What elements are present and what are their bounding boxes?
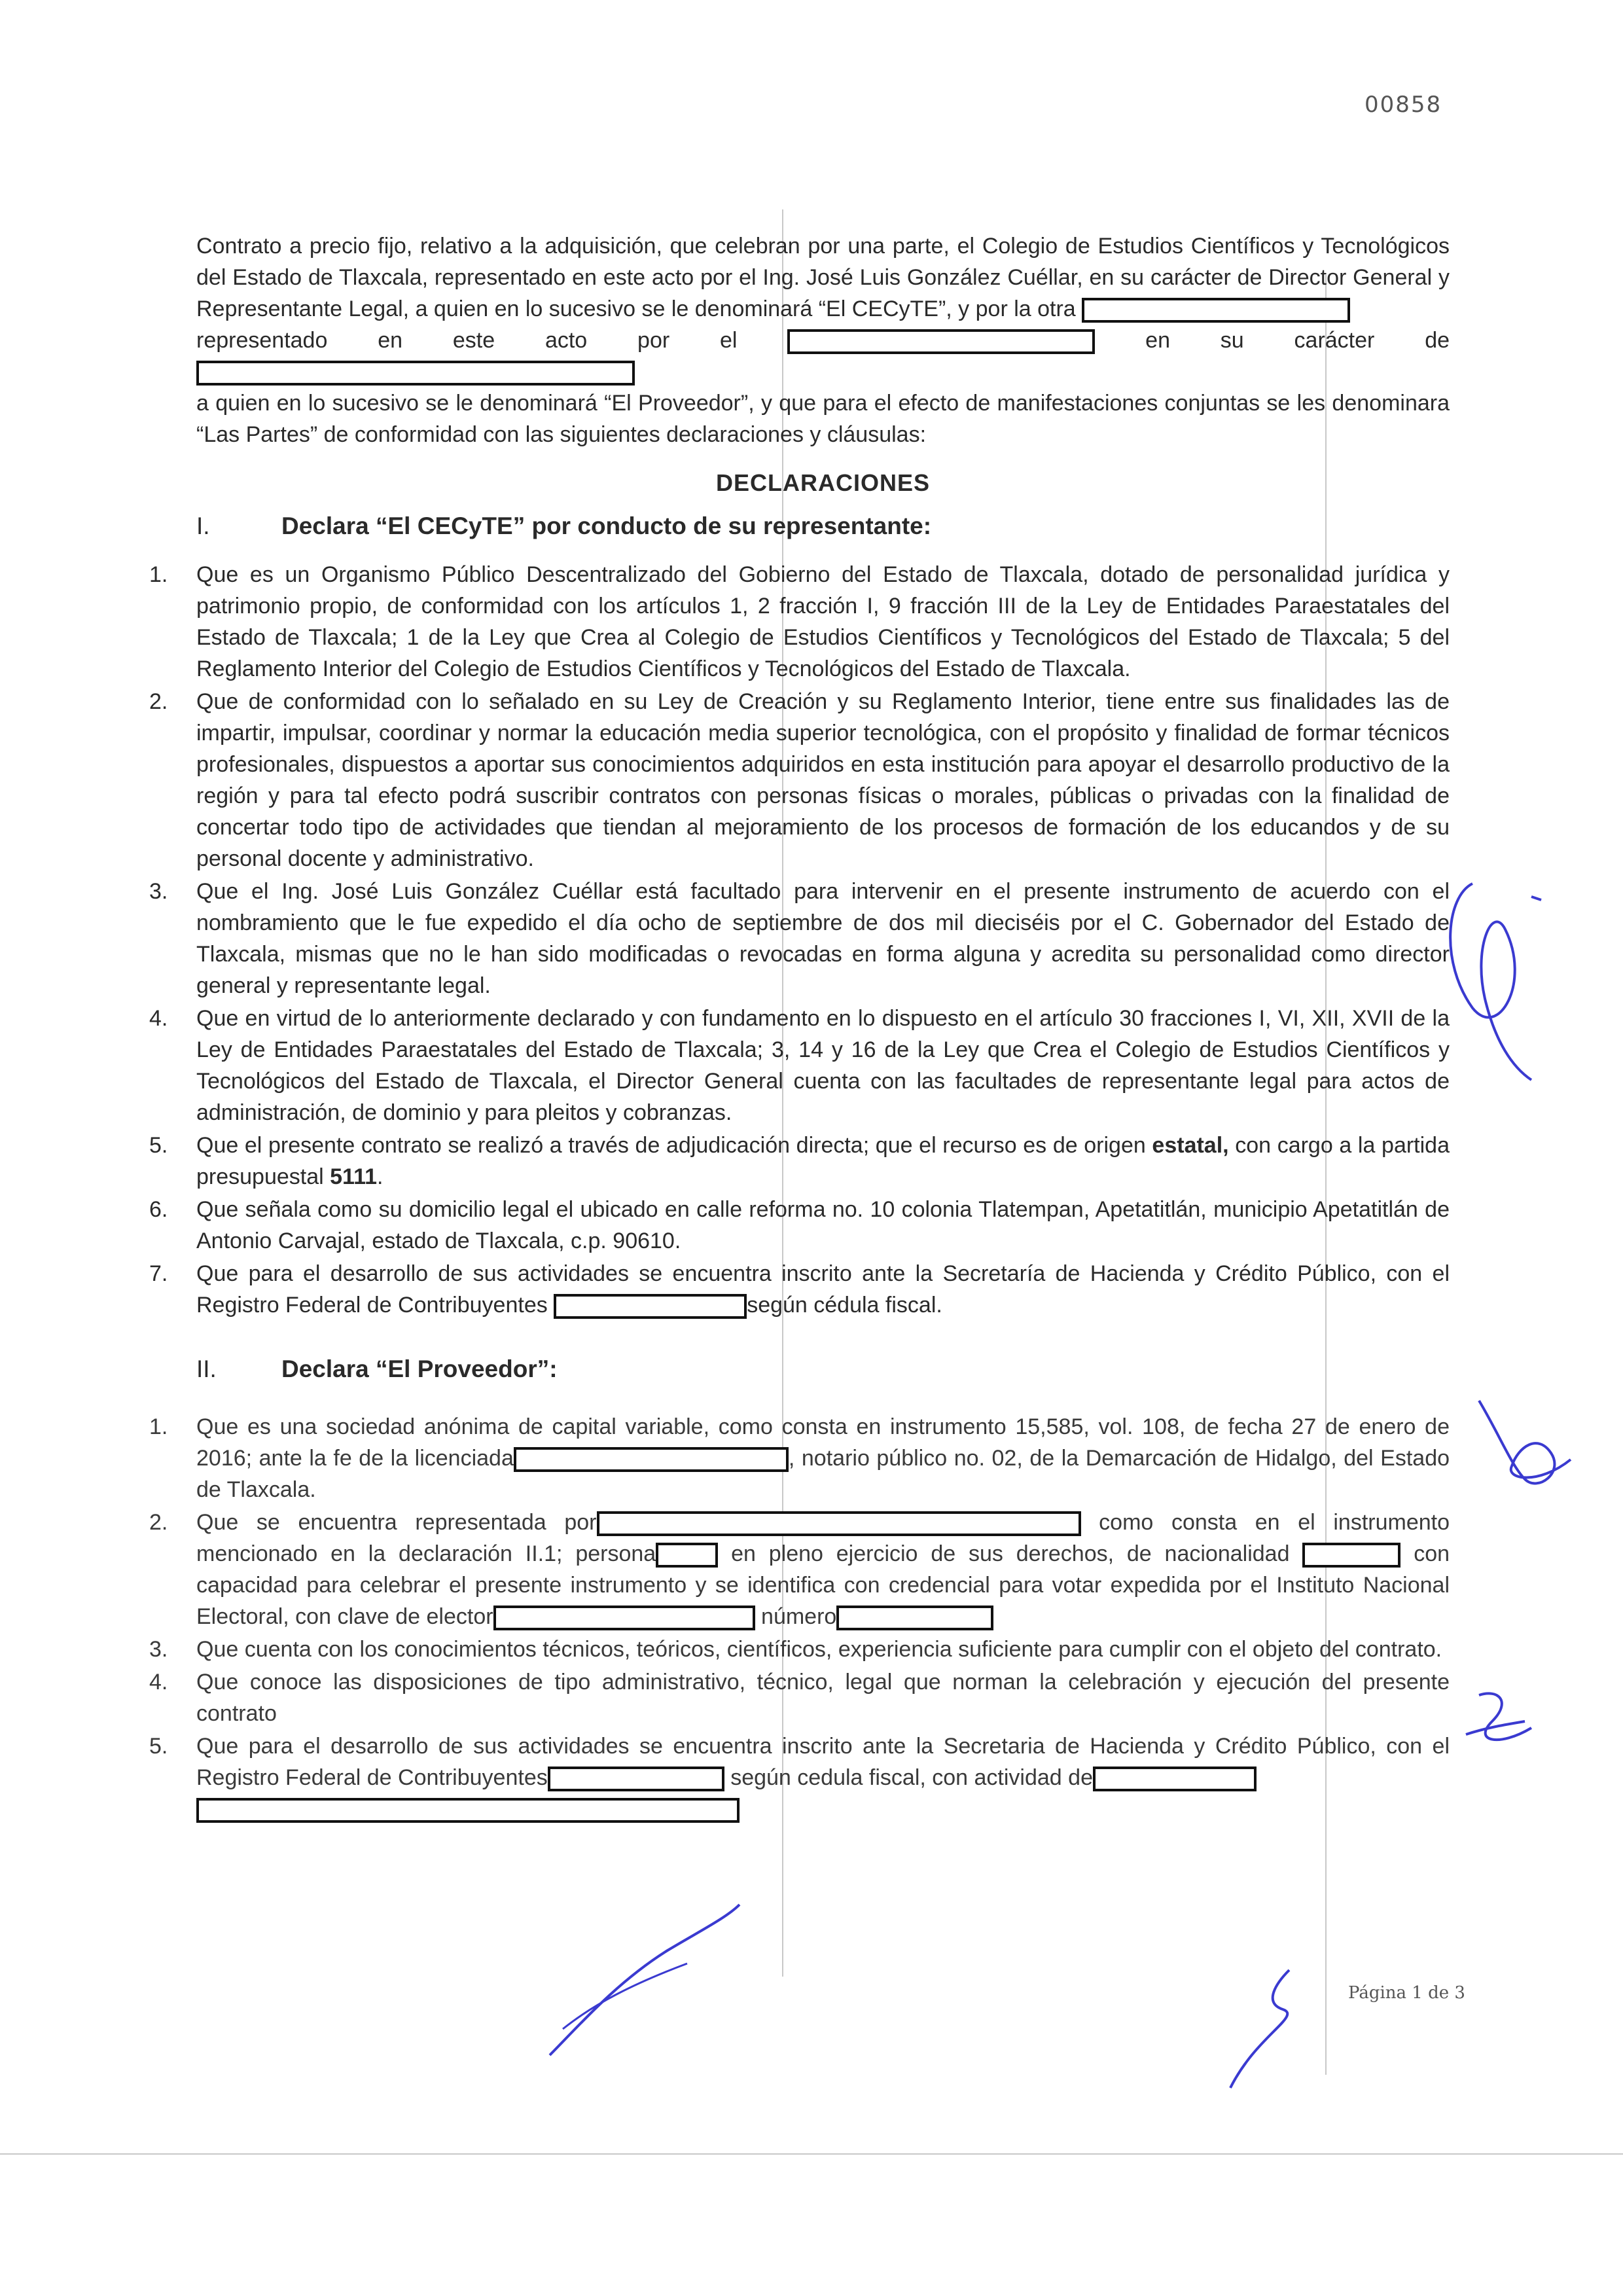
page-number: 00858: [1364, 92, 1442, 118]
signature-initial-small: [1459, 1682, 1538, 1754]
redaction-box: [787, 329, 1095, 354]
list-item: 4. Que conoce las disposiciones de tipo administrativo, técnico, legal que norman la celebración y ejecución del presente contrato: [149, 1670, 1450, 1726]
redaction-box: [597, 1511, 1081, 1536]
section-heading-1: [144, 511, 1450, 542]
redaction-box: [548, 1767, 724, 1791]
intro-text-2: representado en este acto por el: [196, 328, 738, 353]
list-item: 2. Que de conformidad con lo señalado en su Ley de Creación y su Reglamento Interior, tiene entre sus finalidades las de impartir, impulsar, coordinar y normar la educación media superior tecnológica, con el propósito y finalidad de formar técnicos profesionales, dispuestos a aportar sus conocimientos adquiridos en esta institución para apoyar el desarrollo productivo de la región y para tal efecto podrá suscribir contratos con personas físicas o morales, públicas o privadas con la finalidad de concertar todo tipo de actividades que tiendan al mejoramiento de los procesos de formación de los educandos y de su personal docente y administrativo.: [149, 689, 1450, 871]
redaction-box: [514, 1447, 789, 1472]
list-item: 4. Que en virtud de lo anteriormente declarado y con fundamento en lo dispuesto en el artículo 30 fracciones I, VI, XII, XVII de la Ley de Entidades Paraestatales del Estado de Tlaxcala; 3, 14 y 16 de la Ley que Crea el Colegio de Estudios Científicos y Tecnológicos del Estado de Tlaxcala, el Director General cuenta con las facultades de representante legal para actos de administración, de dominio y para pleitos y cobranzas.: [149, 1006, 1450, 1125]
list-item: 1. Que es un Organismo Público Descentralizado del Gobierno del Estado de Tlaxcala, dotado de personalidad jurídica y patrimonio propio, de conformidad con los artículos 1, 2 fracción I, 9 fracción III de la Ley de Entidades Paraestatales del Estado de Tlaxcala; 1 de la Ley que Crea al Colegio de Estudios Científicos y Tecnológicos del Estado de Tlaxcala; 5 del Reglamento Interior del Colegio de Estudios Científicos y Tecnológicos del Estado de Tlaxcala.: [149, 562, 1450, 681]
redaction-box: [493, 1605, 755, 1630]
signature-initial-right: [1433, 870, 1564, 1086]
scan-fold-line: [0, 2153, 1623, 2155]
section-roman: II.: [196, 1355, 217, 1382]
intro-paragraph: [196, 230, 1450, 450]
redaction-box: [554, 1294, 747, 1319]
list-item: 6. Que señala como su domicilio legal el ubicado en calle reforma no. 10 colonia Tlatempan, Apetatitlán, municipio Apetatitlán de Antonio Carvajal, estado de Tlaxcala, c.p. 90610.: [149, 1197, 1450, 1253]
redaction-box: [1302, 1543, 1400, 1568]
list-item: 5. Que para el desarrollo de sus actividades se encuentra inscrito ante la Secretaria de Hacienda y Crédito Público, con el Registro Federal de Contribuyentes según cedula fiscal, con actividad de: [98, 1731, 1450, 1825]
section2-list: [98, 1411, 1450, 1825]
declaraciones-heading: DECLARACIONES: [715, 469, 930, 496]
list-item: 3. Que el Ing. José Luis González Cuéllar está facultado para intervenir en el presente instrumento de acuerdo con el nombramiento que le fue expedido el día ocho de septiembre de dos mil dieciséis por el C. Gobernador del Estado de Tlaxcala, mismas que no le han sido modificadas o revocadas en forma alguna y acredita su personalidad como director general y representante legal.: [149, 879, 1450, 998]
redaction-box: [196, 361, 635, 386]
signature-mark-right: [1472, 1394, 1577, 1492]
intro-text-3: en su carácter de: [1145, 328, 1450, 353]
redaction-box: [1093, 1767, 1257, 1791]
section-title: Declara “El CECyTE” por conducto de su representante:: [281, 512, 932, 539]
intro-text-4: a quien en lo sucesivo se le denominará “El Proveedor”, y que para el efecto de manifestaciones conjuntas se les denominara “Las Partes” de conformidad con las siguientes declaraciones y cláusulas:: [196, 391, 1450, 447]
redaction-box: [836, 1605, 993, 1630]
page-footer: Página 1 de 3: [1348, 1983, 1465, 2003]
list-item: 7. Que para el desarrollo de sus actividades se encuentra inscrito ante la Secretaría de Hacienda y Crédito Público, con el Registro Federal de Contribuyentes según cédula fiscal.: [98, 1258, 1450, 1321]
section1-list: [98, 559, 1450, 1321]
contract-body: [149, 230, 1450, 1826]
section-heading-2: [144, 1354, 1450, 1385]
redaction-box: [196, 1798, 740, 1823]
section-roman: I.: [196, 512, 210, 539]
section-title: Declara “El Proveedor”:: [281, 1355, 558, 1382]
list-item: 3. Que cuenta con los conocimientos técnicos, teóricos, científicos, experiencia suficiente para cumplir con el objeto del contrato.: [149, 1637, 1442, 1662]
list-item: 2. Que se encuentra representada por como consta en el instrumento mencionado en la declaración II.1; persona en pleno ejercicio de sus derechos, de nacionalidad con capacidad para celebrar el presente instrumento y se identifica con credencial para votar expedida por el Instituto Nacional Electoral, con clave de elector número: [98, 1507, 1450, 1632]
redaction-box: [1082, 298, 1350, 323]
signature-bottom-left: [537, 1898, 746, 2068]
list-item: 5. Que el presente contrato se realizó a través de adjudicación directa; que el recurso es de origen estatal, con cargo a la partida presupuestal 5111.: [149, 1133, 1450, 1189]
signature-bottom-right: [1217, 1964, 1309, 2094]
intro-text-1: Contrato a precio fijo, relativo a la adquisición, que celebran por una parte, el Colegio de Estudios Científicos y Tecnológicos del Estado de Tlaxcala, representado en este acto por el Ing. José Luis González Cuéllar, en su carácter de Director General y Representante Legal, a quien en lo sucesivo se le denominará “El CECyTE”, y por la otra: [196, 234, 1450, 321]
list-item: 1. Que es una sociedad anónima de capital variable, como consta en instrumento 15,585, vol. 108, de fecha 27 de enero de 2016; ante la fe de la licenciada , notario público no. 02, de la Demarcación de Hidalgo, del Estado de Tlaxcala.: [149, 1414, 1450, 1502]
redaction-box: [656, 1543, 718, 1568]
